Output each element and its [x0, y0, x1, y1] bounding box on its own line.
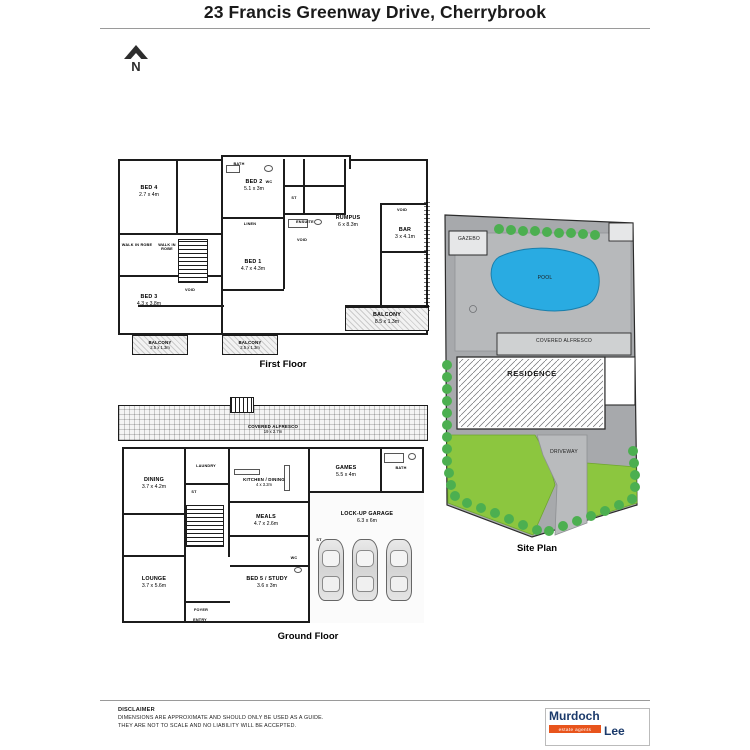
- disclaimer-line-2: THEY ARE NOT TO SCALE AND NO LIABILITY WILL BE ACCEPTED.: [118, 722, 297, 729]
- car-2: [352, 539, 378, 601]
- room-kitchen-dining: KITCHEN / DINING 4 x 3.2m: [243, 476, 285, 487]
- room-lounge: LOUNGE 3.7 x 5.6m: [141, 576, 167, 589]
- ground-floor-label: Ground Floor: [277, 631, 339, 642]
- bath-fixture: [384, 453, 404, 463]
- wall: [380, 447, 382, 493]
- label-bath: BATH: [395, 465, 407, 470]
- page-title: 23 Francis Greenway Drive, Cherrybrook: [203, 2, 547, 22]
- room-games: GAMES 5.5 x 4m: [335, 465, 357, 478]
- wall: [230, 535, 310, 537]
- shed: [609, 223, 633, 241]
- wall: [184, 601, 230, 603]
- first-floor-bar-wing: [380, 203, 428, 307]
- room-bar: BAR 3 x 4.1m: [395, 227, 415, 240]
- site-label-residence: RESIDENCE: [507, 369, 557, 378]
- disclaimer: [118, 706, 438, 730]
- label-foyer: FOYER: [193, 607, 209, 612]
- room-dining: DINING 3.7 x 4.2m: [141, 477, 167, 490]
- gazebo: [449, 231, 487, 255]
- label-st: ST: [291, 195, 297, 200]
- disclaimer-line-1: DIMENSIONS ARE APPROXIMATE AND SHOULD ONLY BE USED AS A GUIDE.: [118, 715, 324, 722]
- wall: [122, 513, 184, 515]
- agency-name: Murdoch: [549, 709, 600, 723]
- site-label-driveway: DRIVEWAY: [550, 449, 578, 455]
- wall: [230, 501, 310, 503]
- ground-floor-plan: [118, 405, 438, 645]
- wall: [221, 159, 223, 335]
- edge-hatch: [424, 199, 430, 311]
- north-arrow-icon: [120, 45, 152, 79]
- first-floor-plan: [118, 155, 438, 375]
- wall: [284, 185, 344, 187]
- divider-top: [100, 28, 650, 29]
- label-void-3: VOID: [396, 207, 408, 212]
- label-laundry: LAUNDRY: [196, 463, 216, 468]
- external-stairs: [230, 397, 254, 413]
- room-rumpus: RUMPUS 6 x 8.3m: [335, 215, 361, 228]
- site-plan-label: Site Plan: [516, 543, 558, 554]
- wall: [122, 555, 184, 557]
- residence-wing: [605, 357, 635, 405]
- label-ensuite: ENSUITE: [296, 219, 314, 224]
- wall: [380, 251, 428, 253]
- lawn-side: [587, 463, 637, 519]
- site-plan: [437, 205, 642, 554]
- wall: [176, 159, 178, 235]
- wall: [380, 203, 382, 307]
- room-lock-up-garage: LOCK-UP GARAGE 6.3 x 6m: [340, 511, 394, 524]
- balcony-left: BALCONY 2.5 x 1.3m: [132, 335, 188, 355]
- wall: [222, 289, 284, 291]
- divider-bottom: [100, 700, 650, 701]
- site-label-pool: POOL: [537, 275, 553, 281]
- site-label-covered-alfresco: COVERED ALFRESCO: [536, 338, 592, 344]
- label-st-2: ST: [316, 537, 322, 542]
- wall: [184, 483, 230, 485]
- label-wc: WC: [265, 179, 273, 184]
- label-entry: ENTRY: [193, 617, 207, 622]
- agency-surname: Lee: [604, 724, 625, 738]
- label-st-1: ST: [191, 489, 197, 494]
- label-bath: BATH: [233, 161, 245, 166]
- covered-alfresco: COVERED ALFRESCO 19 x 2.7m: [118, 405, 428, 441]
- label-walk-in-robe-1: WALK IN ROBE: [121, 242, 153, 247]
- room-bed-1: BED 1 4.7 x 4.3m: [240, 259, 266, 272]
- label-void-2: VOID: [296, 237, 308, 242]
- wall: [303, 159, 305, 215]
- room-bed-2: BED 2 5.1 x 3m: [244, 179, 264, 192]
- north-letter: N: [131, 59, 141, 74]
- room-bed-4: BED 4 2.7 x 4m: [139, 185, 159, 198]
- label-walk-in-robe-2: WALK IN ROBE: [158, 242, 176, 251]
- agency-logo: [545, 708, 650, 746]
- car-3: [386, 539, 412, 601]
- label-void-1: VOID: [184, 287, 196, 292]
- staircase: [186, 505, 224, 547]
- agency-tagline: estate agents: [549, 725, 601, 733]
- balcony-right: BALCONY 2.5 x 1.3m: [222, 335, 278, 355]
- label-wc: WC: [290, 555, 298, 560]
- car-1: [318, 539, 344, 601]
- room-bed-3: BED 3 4.3 x 3.8m: [136, 294, 162, 307]
- room-meals: MEALS 4.7 x 2.6m: [253, 514, 279, 527]
- first-floor-label: First Floor: [259, 359, 307, 370]
- room-bed-5-study: BED 5 / STUDY 3.6 x 3m: [246, 576, 288, 589]
- balcony-main: BALCONY 8.5 x 1.3m: [345, 307, 429, 331]
- site-label-gazebo: GAZEBO: [457, 236, 481, 242]
- staircase: [178, 239, 208, 283]
- label-linen: LINEN: [243, 221, 257, 226]
- basin-fixture: [408, 453, 416, 460]
- disclaimer-title: DISCLAIMER: [118, 707, 155, 713]
